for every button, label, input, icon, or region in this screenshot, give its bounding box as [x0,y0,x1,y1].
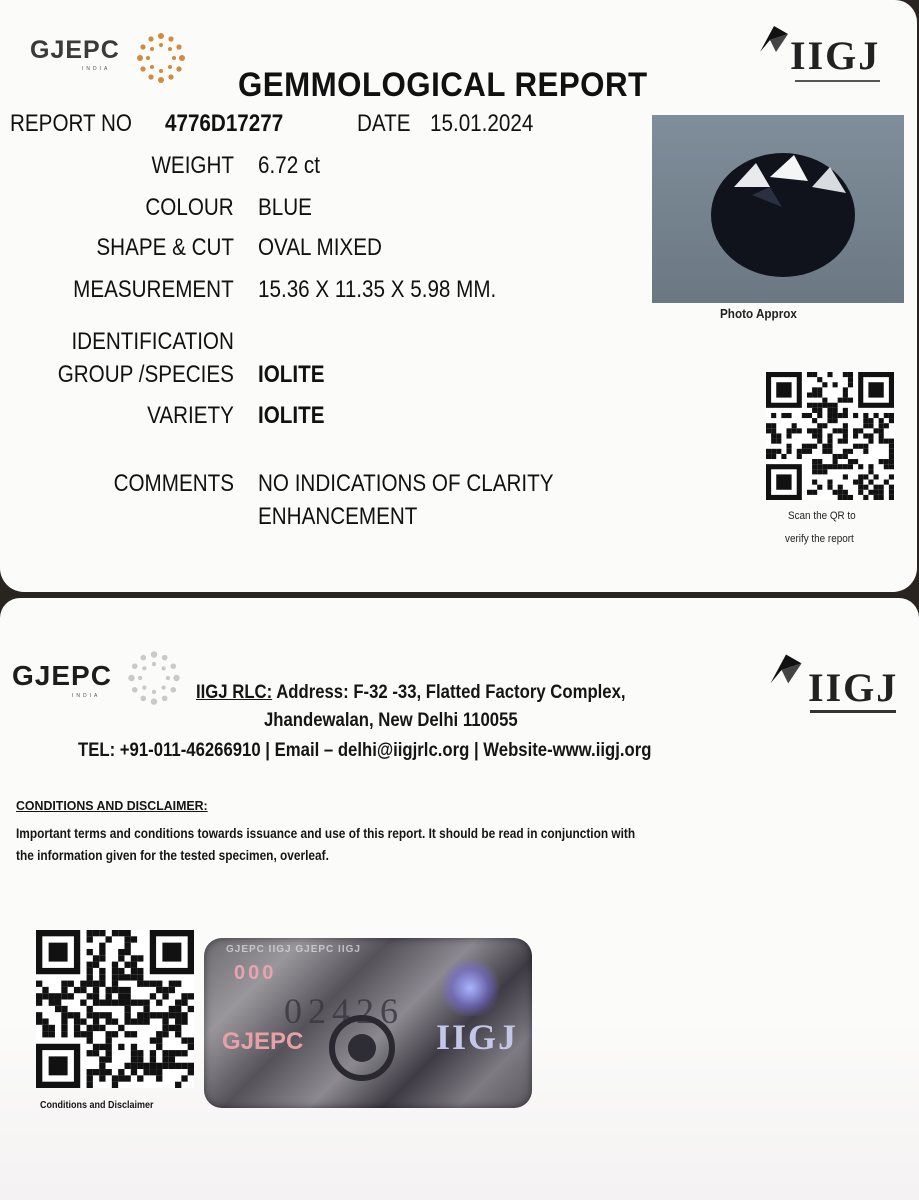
gjepc-logo-back [12,660,192,716]
variety-value: IOLITE [258,402,325,429]
gem-photo [652,115,904,303]
address-prefix: IIGJ RLC: [196,682,273,703]
shape-cut-label: SHAPE & CUT [96,234,234,261]
qr-caption-line1: Scan the QR to [788,510,856,522]
hologram-emblem-icon [322,1008,402,1088]
weight-value: 6.72 ct [258,152,320,179]
colour-label: COLOUR [145,194,234,221]
gjepc-logo-back-sub: INDIA [72,693,101,699]
date-label: DATE [357,110,411,137]
iigj-logo-back [742,650,902,718]
date-value: 15.01.2024 [430,110,534,137]
qr-caption-line2: verify the report [785,533,854,545]
comments-value-line2: ENHANCEMENT [258,503,418,530]
verify-qr-code[interactable] [766,372,894,500]
hologram-top-text: GJEPC IIGJ GJEPC IIGJ [226,944,361,955]
group-species-value: IOLITE [258,361,325,388]
conditions-heading: CONDITIONS AND DISCLAIMER: [16,798,208,813]
report-card-back [0,598,919,1200]
report-card-front [0,0,917,592]
gjepc-sunburst-icon [133,30,189,86]
address-line1 [196,682,626,704]
comments-label: COMMENTS [113,470,234,497]
iigj-logo-rule [795,80,880,82]
report-title: GEMMOLOGICAL REPORT [238,66,648,104]
identification-label: IDENTIFICATION [71,328,234,355]
variety-label: VARIETY [147,402,234,429]
conditions-line2: the information given for the tested specimen, overleaf. [16,848,329,863]
iigj-logo-text: IIGJ [790,33,881,78]
hologram-code: 000 [234,962,277,984]
hologram-brand-right: IIGJ [436,1017,519,1057]
hologram-serial: 02426 [284,991,404,1031]
contact-line: TEL: +91-011-46266910 | Email – delhi@iigjrlc.org | Website-www.iigj.org [78,740,652,761]
gem-icon [652,115,904,303]
comments-value-line1: NO INDICATIONS OF CLARITY [258,470,554,497]
gjepc-logo [30,36,190,86]
colour-value: BLUE [258,194,312,221]
hologram-brand-left: GJEPC [222,1028,304,1055]
iigj-logo-back-rule [810,710,896,713]
measurement-value: 15.36 X 11.35 X 5.98 MM. [258,276,497,303]
iigj-diamond-icon [756,22,792,58]
disclaimer-qr-code[interactable] [36,930,194,1088]
group-species-label: GROUP /SPECIES [57,361,234,388]
iigj-diamond-back-icon [766,650,806,690]
gjepc-logo-text: GJEPC [30,36,120,64]
gjepc-sunburst-back-icon [124,648,184,708]
gjepc-logo-back-text: GJEPC [12,660,112,691]
gjepc-logo-sub: INDIA [82,66,111,72]
photo-caption: Photo Approx [720,306,797,321]
hologram-seal [204,938,532,1108]
report-no-label: REPORT NO [10,110,132,137]
iigj-logo [750,22,890,86]
shape-cut-value: OVAL MIXED [258,234,382,261]
conditions-line1: Important terms and conditions towards issuance and use of this report. It should be read in conjunction with [16,826,636,841]
hologram-blue-shine [440,960,500,1016]
report-no-value: 4776D17277 [165,110,284,137]
weight-label: WEIGHT [151,152,234,179]
address-line2: Jhandewalan, New Delhi 110055 [264,710,518,731]
qr-disclaimer-caption: Conditions and Disclaimer [40,1100,154,1111]
iigj-logo-back-text: IIGJ [808,665,899,710]
measurement-label: MEASUREMENT [73,276,234,303]
address-text: Address: F-32 -33, Flatted Factory Complex, [272,682,626,703]
